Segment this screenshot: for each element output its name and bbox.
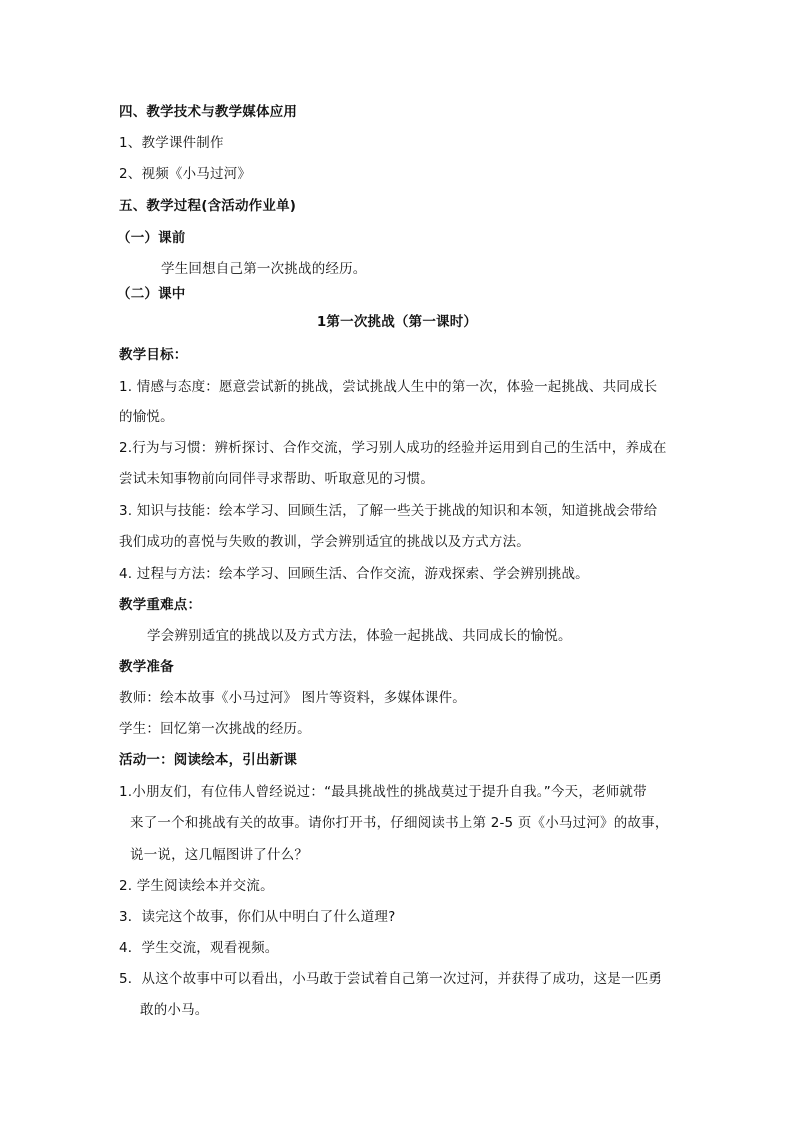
subheading-in-class: （二）课中	[117, 286, 186, 302]
paragraph: 学生：回忆第一次挑战的经历。	[119, 721, 311, 737]
paragraph-line: 敢的小马。	[140, 1002, 209, 1018]
key-points-heading: 教学重难点：	[119, 597, 202, 613]
subheading-pre-class: （一）课前	[117, 230, 186, 246]
paragraph-line: 3. 知识与技能：绘本学习、回顾生活，了解一些关于挑战的知识和本领，知道挑战会带给	[119, 503, 658, 519]
list-item: 1、教学课件制作	[119, 135, 224, 151]
activity-heading: 活动一：阅读绘本，引出新课	[119, 752, 298, 768]
paragraph: 学会辨别适宜的挑战以及方式方法，体验一起挑战、共同成长的愉悦。	[147, 628, 572, 644]
paragraph-line: 1. 情感与态度：愿意尝试新的挑战，尝试挑战人生中的第一次，体验一起挑战、共同成长	[119, 379, 658, 395]
paragraph: 学生回想自己第一次挑战的经历。	[161, 261, 367, 277]
paragraph: 教师：绘本故事《小马过河》 图片等资料，多媒体课件。	[119, 690, 466, 706]
section-heading-process: 五、教学过程(含活动作业单)	[119, 198, 297, 214]
section-heading-media: 四、教学技术与教学媒体应用	[119, 104, 298, 120]
list-item: 2、视频《小马过河》	[119, 166, 252, 182]
paragraph-line: 的愉悦。	[119, 409, 174, 425]
paragraph-line: 2.行为与习惯：辨析探讨、合作交流，学习别人成功的经验并运用到自己的生活中，养成在	[119, 440, 667, 456]
paragraph-line: 来了一个和挑战有关的故事。请你打开书，仔细阅读书上第 2-5 页《小马过河》的故事，	[130, 815, 669, 831]
lesson-title: 1第一次挑战（第一课时）	[316, 314, 478, 330]
paragraph-line: 2. 学生阅读绘本并交流。	[119, 878, 274, 894]
paragraph-line: 4. 过程与方法：绘本学习、回顾生活、合作交流，游戏探索、学会辨别挑战。	[119, 566, 589, 582]
paragraph-line: 1.小朋友们，有位伟人曾经说过：“最具挑战性的挑战莫过于提升自我。”今天，老师就带	[119, 784, 647, 800]
paragraph-line: 4．学生交流，观看视频。	[119, 940, 279, 956]
preparation-heading: 教学准备	[119, 659, 174, 675]
paragraph-line: 尝试未知事物前向同伴寻求帮助、听取意见的习惯。	[119, 471, 435, 487]
paragraph-line: 说一说，这几幅图讲了什么？	[130, 847, 309, 863]
paragraph-line: 我们成功的喜悦与失败的教训，学会辨别适宜的挑战以及方式方法。	[119, 534, 530, 550]
paragraph-line: 5．从这个故事中可以看出，小马敢于尝试着自己第一次过河，并获得了成功，这是一匹勇	[119, 971, 663, 987]
paragraph-line: 3．读完这个故事，你们从中明白了什么道理?	[119, 909, 396, 925]
objectives-heading: 教学目标：	[119, 347, 188, 363]
